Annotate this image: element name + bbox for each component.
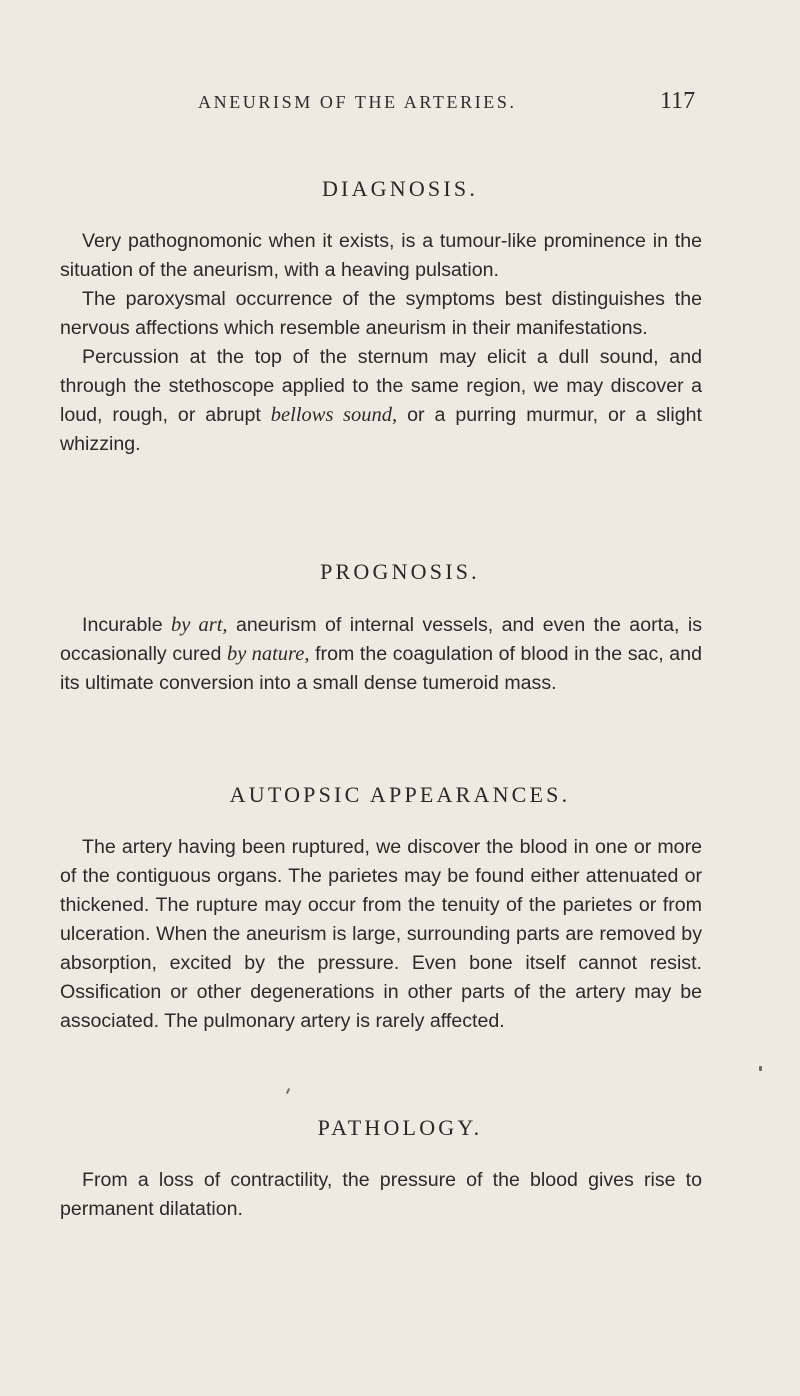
ink-speck	[759, 1066, 762, 1071]
section-heading-autopsic: AUTOPSIC APPEARANCES.	[229, 782, 571, 807]
text-run: Percussion at the top of the sternum may elicit a dull sound, and through the stethoscope applied to the same region, we may discover a loud, rough, or abrupt	[60, 346, 702, 426]
prognosis-body	[60, 611, 702, 698]
text-run: or a purring murmur, or a slight whizzing.	[60, 404, 702, 455]
diagnosis-paragraph: The paroxysmal occurrence of the symptoms best distinguishes the nervous affections which resemble aneurism in their manifestations.	[60, 288, 702, 339]
diagnosis-paragraph: Very pathognomonic when it exists, is a tumour-like prominence in the situation of the aneurism, with a heaving pulsation.	[60, 230, 702, 281]
running-title: ANEURISM OF THE ARTERIES.	[198, 92, 517, 112]
italic-term: by nature,	[226, 643, 310, 665]
italic-term: bellows sound,	[270, 404, 398, 426]
text-run: aneurism of internal vessels, and even the aorta, is occasionally cured	[60, 614, 702, 665]
section-heading-pathology: PATHOLOGY.	[317, 1115, 483, 1140]
section-heading-diagnosis: DIAGNOSIS.	[321, 176, 479, 201]
pathology-paragraph: From a loss of contractility, the pressure of the blood gives rise to permanent dilatation.	[60, 1169, 702, 1220]
running-head	[0, 88, 800, 122]
autopsic-body	[60, 833, 702, 1036]
page-number: 117	[660, 88, 696, 114]
text-run: Incurable	[82, 614, 172, 636]
text-run: from the coagulation of blood in the sac, and its ultimate conversion into a small dense tumeroid mass.	[60, 643, 702, 694]
italic-term: by art,	[171, 614, 228, 636]
section-heading-prognosis: PROGNOSIS.	[320, 559, 480, 584]
autopsic-paragraph: The artery having been ruptured, we discover the blood in one or more of the contiguous organs. The parietes may be found either attenuated or thickened. The rupture may occur from the tenuity of the parietes or from ulceration. When the aneurism is large, surrounding parts are removed by absorption, excited by the pressure. Even bone itself cannot resist. Ossification or other degenerations in other parts of the artery may be associated. The pulmonary artery is rarely affected.	[60, 836, 702, 1032]
prognosis-paragraph	[60, 611, 702, 698]
diagnosis-body	[60, 227, 702, 459]
pathology-body	[60, 1166, 702, 1224]
ink-speck	[286, 1088, 290, 1094]
diagnosis-paragraph	[60, 343, 702, 459]
